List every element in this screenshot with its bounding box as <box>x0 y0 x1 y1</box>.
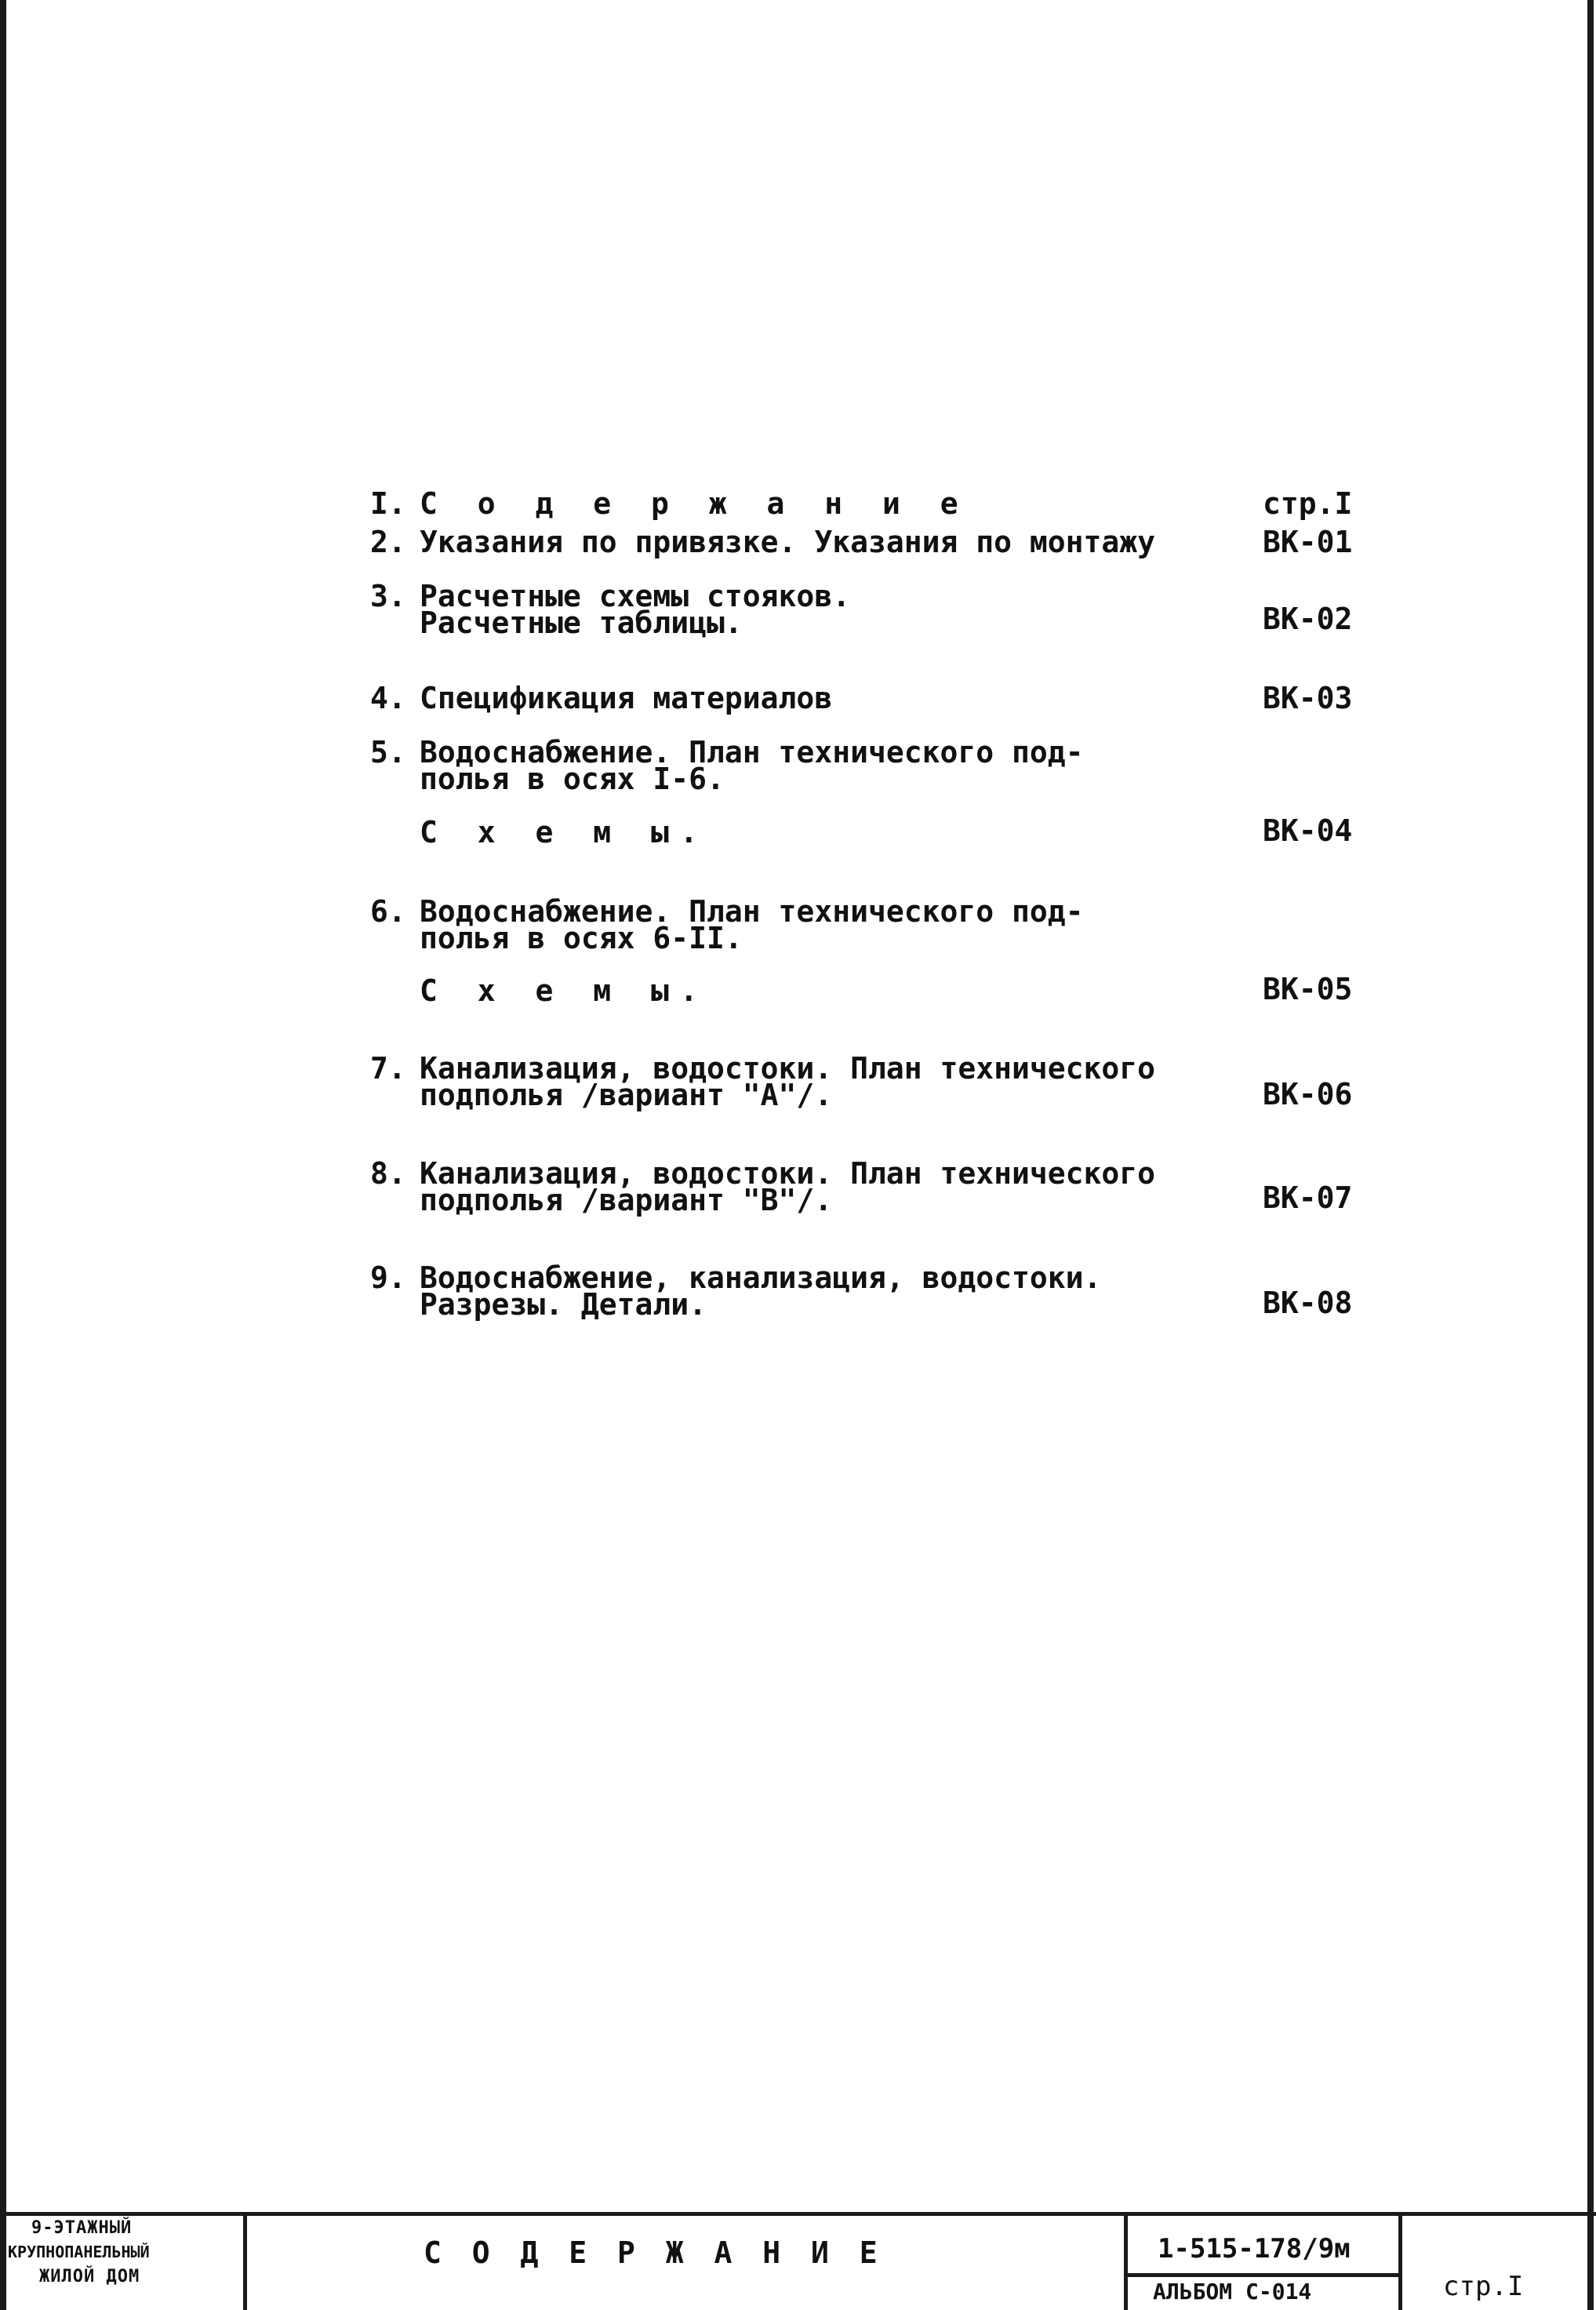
toc-item-8-title-line1: Канализация, водостоки. План технического <box>420 1156 1155 1191</box>
building-type-line2: КРУПНОПАНЕЛЬНЫЙ <box>8 2243 150 2261</box>
project-code: 1-515-178/9м <box>1158 2233 1351 2265</box>
toc-item-4-title: Спецификация материалов <box>420 681 833 715</box>
toc-item-8-page: ВК-07 <box>1263 1180 1353 1215</box>
toc-item-7-title-line2: подполья /вариант "А"/. <box>420 1078 833 1112</box>
toc-item-1-title: С о д е р ж а н и е <box>420 486 969 521</box>
toc-item-6-subtitle: С х е м ы. <box>420 973 709 1008</box>
toc-item-3-number: 3. <box>370 579 406 613</box>
title-block-divider-3 <box>1398 2212 1402 2310</box>
toc-item-6-number: 6. <box>370 894 406 929</box>
toc-item-9-page: ВК-08 <box>1263 1286 1353 1320</box>
toc-item-8-number: 8. <box>370 1156 406 1191</box>
toc-item-3-title-line2: Расчетные таблицы. <box>420 606 743 640</box>
toc-item-8-title-line2: подполья /вариант "В"/. <box>420 1183 833 1217</box>
toc-item-3-page: ВК-02 <box>1263 602 1353 636</box>
toc-item-1-number: I. <box>370 486 406 521</box>
building-type-line3: ЖИЛОЙ ДОМ <box>39 2267 140 2286</box>
toc-item-6-title-line1: Водоснабжение. План технического под- <box>420 894 1084 929</box>
toc-item-2-title: Указания по привязке. Указания по монтажу <box>420 525 1155 559</box>
toc-item-7-number: 7. <box>370 1051 406 1086</box>
toc-item-2-page: ВК-01 <box>1263 525 1353 559</box>
toc-item-2-number: 2. <box>370 525 406 559</box>
toc-item-7-title-line1: Канализация, водостоки. План технического <box>420 1051 1155 1086</box>
toc-item-9-title-line2: Разрезы. Детали. <box>420 1287 707 1322</box>
album-number: АЛЬБОМ С-014 <box>1153 2279 1312 2305</box>
title-block-code-rule <box>1124 2273 1402 2277</box>
toc-item-7-page: ВК-06 <box>1263 1077 1353 1111</box>
toc-item-5-page: ВК-04 <box>1263 813 1353 848</box>
toc-item-6-title-line2: полья в осях 6-II. <box>420 921 743 955</box>
toc-item-4-page: ВК-03 <box>1263 681 1353 715</box>
toc-item-6-page: ВК-05 <box>1263 972 1353 1006</box>
toc-item-5-subtitle: С х е м ы. <box>420 815 709 849</box>
toc-item-4-number: 4. <box>370 681 406 715</box>
title-block-divider-1 <box>243 2212 247 2310</box>
toc-item-5-title-line1: Водоснабжение. План технического под- <box>420 735 1084 769</box>
building-type-line1: 9-ЭТАЖНЫЙ <box>31 2218 133 2238</box>
title-block-divider-2 <box>1124 2212 1128 2310</box>
toc-item-5-title-line2: полья в осях I-6. <box>420 762 725 796</box>
toc-item-5-number: 5. <box>370 735 406 769</box>
title-block-top-rule <box>0 2212 1596 2216</box>
toc-item-1-page: стр.I <box>1263 486 1353 521</box>
toc-item-3-title-line1: Расчетные схемы стояков. <box>420 579 851 613</box>
page-number: стр.I <box>1443 2271 1524 2302</box>
toc-item-9-title-line1: Водоснабжение, канализация, водостоки. <box>420 1260 1102 1295</box>
sheet-title: С О Д Е Р Ж А Н И Е <box>424 2235 884 2270</box>
toc-item-9-number: 9. <box>370 1260 406 1295</box>
